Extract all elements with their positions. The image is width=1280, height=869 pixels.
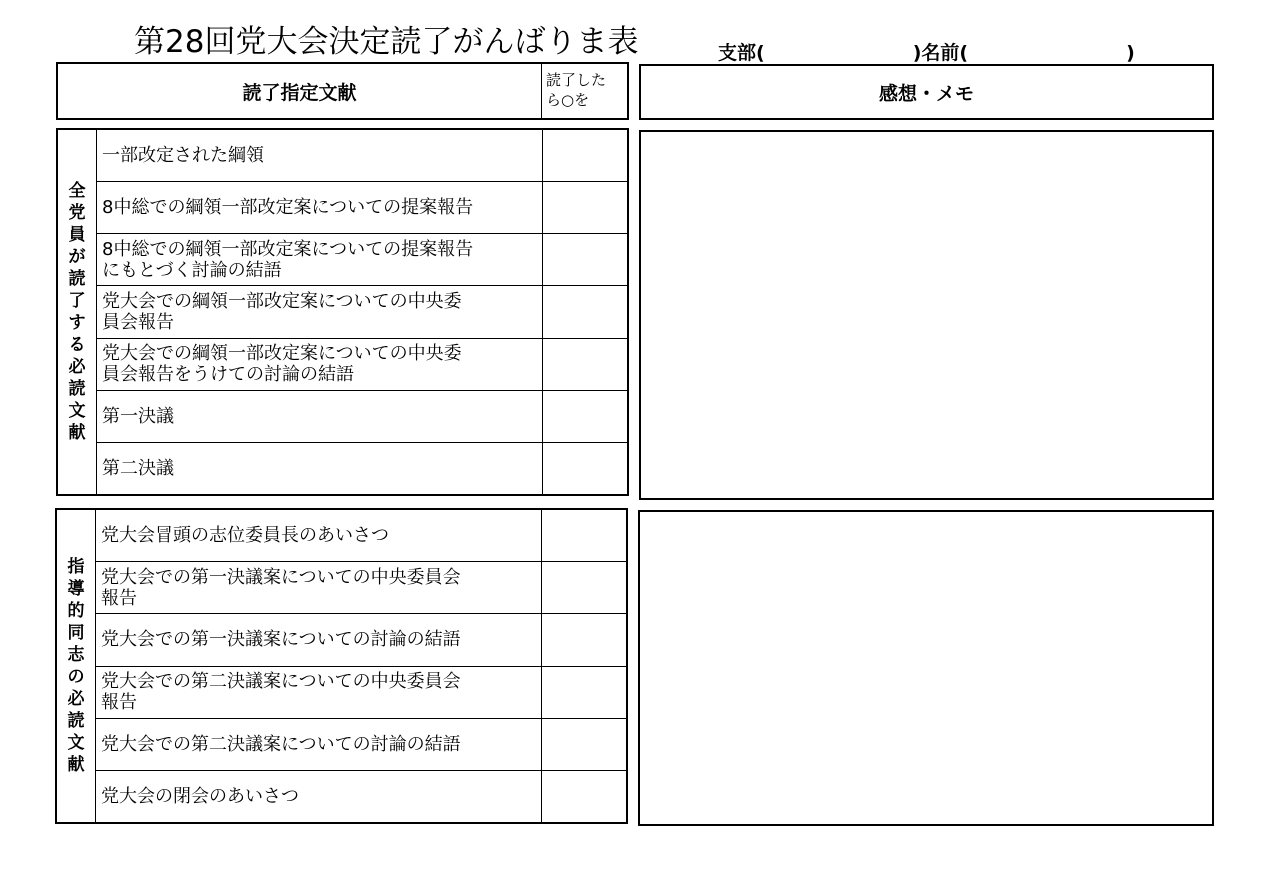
document-title-line: 党大会での綱領一部改定案についての中央委 (102, 343, 462, 365)
document-title (97, 182, 542, 233)
section-label-char: 全 (68, 181, 86, 201)
document-title (97, 130, 542, 181)
read-check-cell[interactable] (542, 443, 627, 494)
document-title (97, 391, 542, 442)
table-row (97, 391, 627, 443)
document-title-line: にもとづく討論の結語 (102, 259, 282, 281)
section-label-char: 献 (68, 423, 86, 443)
document-title (96, 719, 541, 770)
table-row (97, 234, 627, 286)
table-row (97, 443, 627, 494)
table-row (96, 719, 626, 771)
read-check-cell[interactable] (542, 182, 627, 233)
document-title-line: 一部改定された綱領 (102, 145, 264, 167)
read-check-cell[interactable] (541, 510, 626, 561)
document-title-line: 員会報告をうけての討論の結語 (102, 364, 354, 386)
name-close: ) (1126, 42, 1135, 64)
documents-header-label: 読了指定文献 (58, 64, 542, 118)
document-title (97, 234, 542, 285)
section-label-char: 志 (67, 645, 85, 665)
documents-header (56, 62, 629, 120)
section-label-char: 読 (67, 711, 85, 731)
read-check-cell[interactable] (541, 719, 626, 770)
section-label-char: る (68, 335, 86, 355)
table-row (97, 130, 627, 182)
section-label-char: 党 (68, 203, 86, 223)
table-row (96, 614, 626, 666)
section-label-char: 献 (67, 755, 85, 775)
section-label-char: 導 (67, 579, 85, 599)
read-check-cell[interactable] (541, 614, 626, 665)
section-label-char: 文 (67, 733, 85, 753)
document-title-line: 党大会での第一決議案についての討論の結語 (101, 629, 461, 651)
document-title (96, 667, 541, 718)
read-check-cell[interactable] (542, 391, 627, 442)
document-title-line: 8中総での綱領一部改定案についての提案報告 (102, 197, 474, 219)
read-check-cell[interactable] (542, 286, 627, 337)
section-label (57, 510, 96, 822)
document-title-line: 党大会での第二決議案についての討論の結語 (101, 733, 461, 755)
document-title-line: 報告 (101, 692, 137, 714)
document-title-line: 党大会での第一決議案についての中央委員会 (101, 566, 461, 588)
document-title-line: 第一決議 (102, 405, 174, 427)
table-row (97, 339, 627, 391)
table-row (97, 182, 627, 234)
document-title (96, 771, 541, 822)
section-all-members (56, 128, 629, 496)
document-title (96, 562, 541, 613)
memo-header: 感想・メモ (639, 64, 1214, 120)
read-check-cell[interactable] (542, 130, 627, 181)
section-label-char: す (68, 313, 86, 333)
document-title-line: 党大会冒頭の志位委員長のあいさつ (101, 525, 389, 547)
table-row (96, 771, 626, 822)
page-title: 第28回党大会決定読了がんばりま表 (134, 24, 639, 60)
section-label-char: が (68, 247, 86, 267)
table-row (97, 286, 627, 338)
document-title (97, 286, 542, 337)
section-label-char: の (67, 667, 85, 687)
name-line (718, 40, 1135, 66)
document-title-line: 党大会での綱領一部改定案についての中央委 (102, 290, 462, 312)
document-title-line: 8中総での綱領一部改定案についての提案報告 (102, 238, 474, 260)
document-list (97, 130, 627, 494)
check-header-line2: ら○を (546, 91, 590, 109)
section-label-char: 必 (67, 689, 85, 709)
document-title-line: 党大会での第二決議案についての中央委員会 (101, 671, 461, 693)
document-title-line: 党大会の閉会のあいさつ (101, 785, 299, 807)
name-label: )名前( (912, 42, 969, 64)
check-header-line1: 読了した (546, 71, 607, 89)
section-label-char: 読 (68, 269, 86, 289)
memo-area-1[interactable] (639, 130, 1214, 500)
read-check-cell[interactable] (541, 771, 626, 822)
table-row (96, 667, 626, 719)
section-label-char: 同 (67, 623, 85, 643)
section-label-char: 読 (68, 379, 86, 399)
table-row (96, 562, 626, 614)
branch-label: 支部( (718, 42, 765, 64)
section-label-char: 了 (68, 291, 86, 311)
read-check-cell[interactable] (541, 667, 626, 718)
check-header (542, 64, 627, 118)
document-title-line: 員会報告 (102, 311, 174, 333)
section-leaders (55, 508, 628, 824)
document-title (97, 339, 542, 390)
table-row (96, 510, 626, 562)
document-title (96, 510, 541, 561)
section-label-char: 文 (68, 401, 86, 421)
document-title-line: 第二決議 (102, 457, 174, 479)
document-title-line: 報告 (101, 587, 137, 609)
section-label-char: 指 (67, 557, 85, 577)
document-title (96, 614, 541, 665)
document-title (97, 443, 542, 494)
section-label-char: 的 (67, 601, 85, 621)
memo-area-2[interactable] (638, 510, 1214, 826)
section-label (58, 130, 97, 494)
read-check-cell[interactable] (542, 234, 627, 285)
read-check-cell[interactable] (541, 562, 626, 613)
section-label-char: 員 (68, 225, 86, 245)
section-label-char: 必 (68, 357, 86, 377)
document-list (96, 510, 626, 822)
read-check-cell[interactable] (542, 339, 627, 390)
